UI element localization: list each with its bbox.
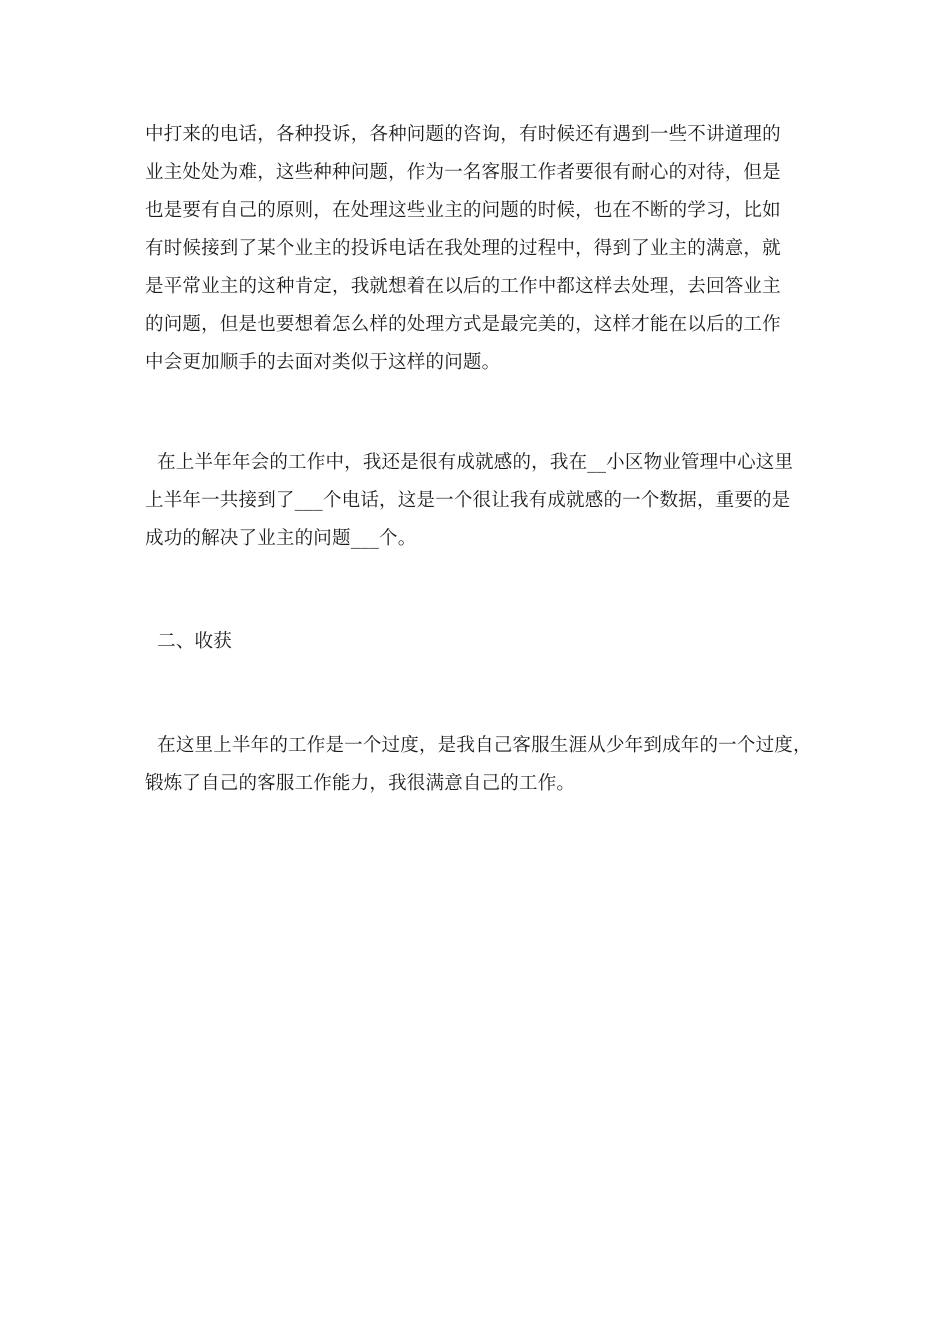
paragraph-customer-service-work: [145, 116, 825, 382]
text-line: 中会更加顺手的去面对类似于这样的问题。: [145, 352, 501, 373]
heading-text: 二、收获: [145, 631, 232, 652]
text-line: 也是要有自己的原则，在处理这些业主的问题的时候，也在不断的学习，比如: [145, 200, 781, 221]
paragraph-achievement: [145, 444, 825, 558]
text-line: 锻炼了自己的客服工作能力，我很满意自己的工作。: [145, 773, 576, 794]
section-heading-gains: [145, 623, 825, 661]
text-line: 在上半年年会的工作中，我还是很有成就感的，我在__小区物业管理中心这里: [145, 452, 794, 473]
text-line: 中打来的电话，各种投诉，各种问题的咨询，有时候还有遇到一些不讲道理的: [145, 124, 781, 145]
text-line: 有时候接到了某个业主的投诉电话在我处理的过程中，得到了业主的满意，就: [145, 238, 781, 259]
text-line: 上半年一共接到了___个电话，这是一个很让我有成就感的一个数据，重要的是: [145, 490, 791, 511]
paragraph-gains: [145, 727, 825, 803]
text-line: 在这里上半年的工作是一个过度，是我自己客服生涯从少年到成年的一个过度，: [145, 735, 812, 756]
text-line: 成功的解决了业主的问题___个。: [145, 528, 417, 549]
text-line: 的问题，但是也要想着怎么样的处理方式是最完美的，这样才能在以后的工作: [145, 314, 781, 335]
text-line: 业主处处为难，这些种种问题，作为一名客服工作者要很有耐心的对待，但是: [145, 162, 781, 183]
text-line: 是平常业主的这种肯定，我就想着在以后的工作中都这样去处理，去回答业主: [145, 276, 781, 297]
